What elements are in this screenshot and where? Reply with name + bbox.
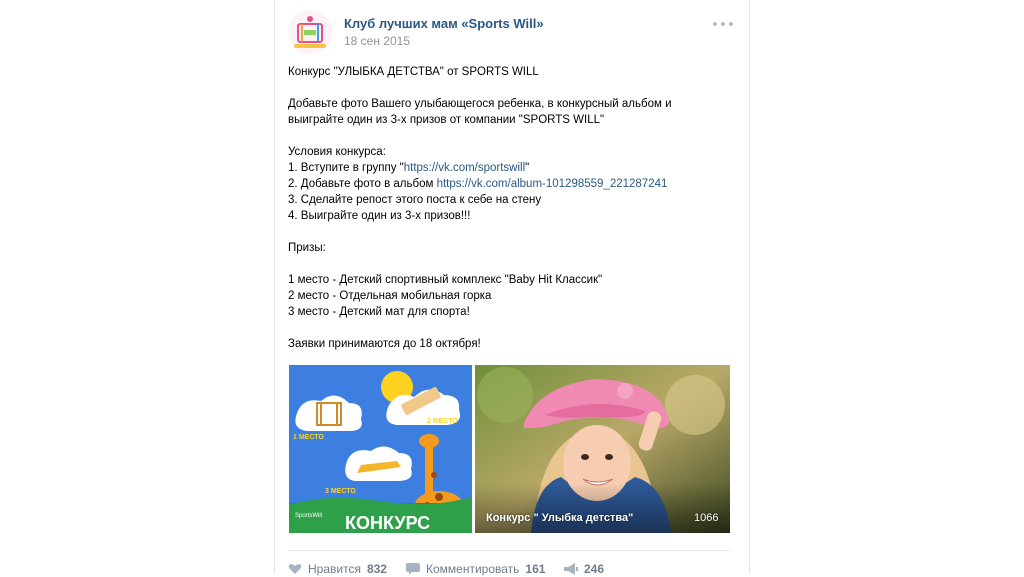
actions-divider	[288, 550, 730, 551]
condition-1-suffix: "	[525, 162, 530, 174]
post-text-line: 1 место - Детский спортивный комплекс "Baby Hit Классик"	[288, 274, 603, 286]
post-text-line: Условия конкурса:	[288, 146, 386, 158]
place-3-label: 3 МЕСТО	[325, 488, 356, 495]
post-text-line	[288, 224, 728, 240]
community-avatar[interactable]	[288, 10, 332, 54]
post-text-line	[288, 128, 728, 144]
contest-photo[interactable]	[289, 365, 472, 533]
comment-label: Комментировать	[426, 562, 520, 576]
post-text-line: Заявки принимаются до 18 октября!	[288, 338, 481, 350]
condition-1	[288, 160, 728, 176]
right-gutter	[750, 0, 1024, 574]
album-photo-count: 1066	[694, 512, 719, 524]
group-link[interactable]: https://vk.com/sportswill	[403, 162, 526, 174]
contest-illustration	[289, 365, 472, 533]
share-megaphone-icon	[564, 563, 578, 575]
place-1-label: 1 МЕСТО	[293, 434, 324, 441]
comment-icon	[406, 563, 420, 575]
community-name-link[interactable]: Клуб лучших мам «Sports Will»	[344, 16, 544, 31]
post-text-line: 4. Выиграйте один из 3-х призов!!!	[288, 210, 471, 222]
brand-label: SportsWill	[295, 513, 323, 519]
post-text-line: Конкурс "УЛЫБКА ДЕТСТВА" от SPORTS WILL	[288, 66, 539, 78]
heart-icon	[288, 563, 302, 575]
place-2-label: 2 МЕСТО	[427, 418, 458, 425]
post-text-line: выиграйте один из 3-х призов от компании "SPORTS WILL"	[288, 114, 605, 126]
post-text-line: Призы:	[288, 242, 326, 254]
condition-1-prefix: 1. Вступите в группу "	[288, 162, 404, 174]
share-count: 246	[584, 562, 605, 576]
post-text-line: Добавьте фото Вашего улыбающегося ребенка, в конкурсный альбом и	[288, 98, 672, 110]
share-button[interactable]	[564, 561, 604, 577]
condition-2	[288, 176, 728, 192]
contest-title-label: КОНКУРС	[345, 513, 431, 533]
condition-2-prefix: 2. Добавьте фото в альбом	[288, 178, 437, 190]
comment-button[interactable]	[406, 561, 545, 577]
album-link[interactable]: https://vk.com/album-101298559_221287241	[436, 178, 668, 190]
like-label: Нравится	[308, 562, 361, 576]
like-count: 832	[366, 562, 387, 576]
post-text	[288, 64, 728, 352]
left-gutter	[0, 0, 274, 574]
girl-photo-illustration	[475, 365, 730, 533]
post-text-line	[288, 320, 728, 336]
like-button[interactable]	[288, 561, 387, 577]
post-date[interactable]: 18 сен 2015	[344, 34, 411, 48]
post-text-line: 2 место - Отдельная мобильная горка	[288, 290, 492, 302]
album-photo[interactable]	[475, 365, 730, 533]
avatar-logo-icon	[288, 10, 332, 54]
album-caption[interactable]: Конкурс " Улыбка детства"	[486, 512, 634, 524]
post-text-line	[288, 80, 728, 96]
post-menu-icon[interactable]	[712, 18, 734, 30]
post-text-line: 3. Сделайте репост этого поста к себе на стену	[288, 194, 542, 206]
post-text-line	[288, 256, 728, 272]
post-text-line: 3 место - Детский мат для спорта!	[288, 306, 470, 318]
comment-count: 161	[525, 562, 546, 576]
